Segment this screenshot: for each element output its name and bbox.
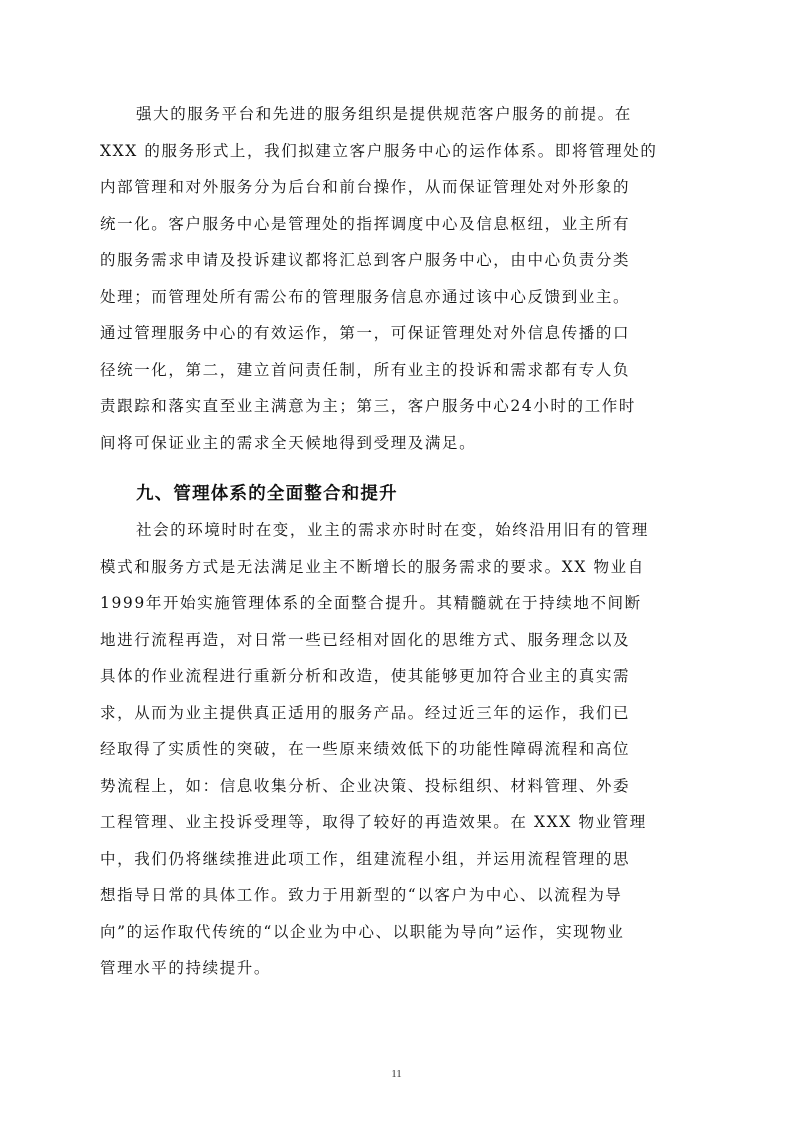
text-line: XXX 的服务形式上，我们拟建立客户服务中心的运作体系。即将管理处的 bbox=[100, 141, 658, 160]
text-line: 强大的服务平台和先进的服务组织是提供规范客户服务的前提。在 bbox=[136, 105, 632, 123]
text-line: 通过管理服务中心的有效运作，第一，可保证管理处对外信息传播的口 bbox=[100, 324, 631, 342]
text-line: 社会的环境时时在变，业主的需求亦时时在变，始终沿用旧有的管理 bbox=[136, 521, 650, 539]
text-line: 1999年开始实施管理体系的全面整合提升。其精髓就在于持续地不间断 bbox=[100, 594, 642, 612]
text-line: 想指导日常的具体工作。致力于用新型的“以客户为中心、以流程为导 bbox=[100, 886, 623, 904]
text-line: 责跟踪和落实直至业主满意为主；第三，客户服务中心24小时的工作时 bbox=[100, 397, 636, 415]
text-line: 地进行流程再造，对日常一些已经相对固化的思维方式、服务理念以及 bbox=[100, 630, 631, 649]
text-line: 中，我们仍将继续推进此项工作，组建流程小组，并运用流程管理的思 bbox=[100, 849, 631, 868]
text-line: 间将可保证业主的需求全天候地得到受理及满足。 bbox=[100, 433, 477, 452]
body-paragraph-1 bbox=[100, 96, 690, 461]
text-line: 求，从而为业主提供真正适用的服务产品。经过近三年的运作，我们已 bbox=[100, 703, 631, 722]
section-heading: 九、管理体系的全面整合和提升 bbox=[136, 484, 398, 504]
text-line: 工程管理、业主投诉受理等，取得了较好的再造效果。在 XXX 物业管理 bbox=[100, 813, 647, 831]
text-line: 径统一化，第二，建立首问责任制，所有业主的投诉和需求都有专人负 bbox=[100, 360, 631, 379]
text-line: 的服务需求申请及投诉建议都将汇总到客户服务中心，由中心负责分类 bbox=[100, 251, 631, 269]
text-line: 统一化。客户服务中心是管理处的指挥调度中心及信息枢纽，业主所有 bbox=[100, 214, 631, 233]
text-line: 处理；而管理处所有需公布的管理服务信息亦通过该中心反馈到业主。 bbox=[100, 287, 631, 306]
text-line: 管理水平的持续提升。 bbox=[100, 959, 272, 977]
page-number: 11 bbox=[391, 1068, 402, 1080]
text-line: 内部管理和对外服务分为后台和前台操作，从而保证管理处对外形象的 bbox=[100, 178, 631, 196]
text-line: 向”的运作取代传统的“以企业为中心、以职能为导向”运作，实现物业 bbox=[100, 922, 625, 941]
text-line: 具体的作业流程进行重新分析和改造，使其能够更加符合业主的真实需 bbox=[100, 667, 631, 685]
text-line: 经取得了实质性的突破，在一些原来绩效低下的功能性障碍流程和高位 bbox=[100, 740, 631, 758]
text-line: 模式和服务方式是无法满足业主不断增长的服务需求的要求。XX 物业自 bbox=[100, 557, 645, 576]
body-paragraph-2 bbox=[100, 512, 690, 987]
text-line: 势流程上，如：信息收集分析、企业决策、投标组织、材料管理、外委 bbox=[100, 776, 631, 795]
